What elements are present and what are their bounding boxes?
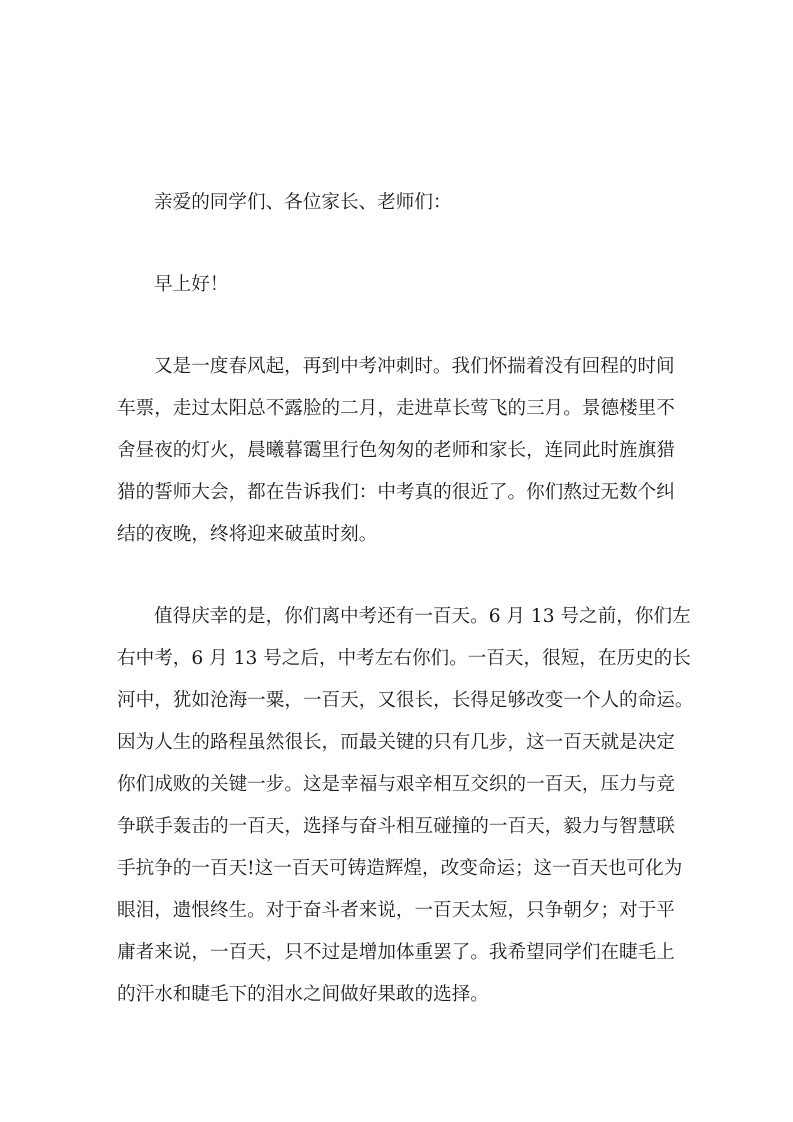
- paragraph-line: 因为人生的路程虽然很长，而最关键的只有几步，这一百天就是决定: [117, 732, 675, 753]
- paragraph-2: [117, 596, 717, 1016]
- blank-line: [117, 306, 717, 346]
- salutation: 亲爱的同学们、各位家长、老师们：: [154, 192, 452, 213]
- paragraph-line: 值得庆幸的是，你们离中考还有一百天。6 月 13 号之前，你们左: [154, 606, 691, 627]
- paragraph-line: 争联手轰击的一百天，选择与奋斗相互碰撞的一百天，毅力与智慧联: [117, 816, 675, 837]
- paragraph-line: 车票，走过太阳总不露脸的二月，走进草长莺飞的三月。景德楼里不: [117, 398, 675, 419]
- paragraph-line: 眼泪，遗恨终生。对于奋斗者来说，一百天太短，只争朝夕；对于平: [117, 900, 675, 921]
- paragraph-line: 猎的誓师大会，都在告诉我们：中考真的很近了。你们熬过无数个纠: [117, 482, 675, 503]
- greeting: 早上好！: [154, 274, 229, 295]
- paragraph-line: 结的夜晚，终将迎来破茧时刻。: [117, 524, 378, 545]
- blank-line: [117, 556, 717, 596]
- paragraph-line: 的汗水和睫毛下的泪水之间做好果敢的选择。: [117, 984, 489, 1005]
- paragraph-line: 手抗争的一百天!这一百天可铸造辉煌，改变命运；这一百天也可化为: [117, 858, 683, 879]
- paragraph-line: 你们成败的关键一步。这是幸福与艰辛相互交织的一百天，压力与竞: [117, 774, 675, 795]
- paragraph-line: 河中，犹如沧海一粟，一百天，又很长，长得足够改变一个人的命运。: [117, 690, 694, 711]
- document-body: [117, 182, 717, 1016]
- paragraph-line: 又是一度春风起，再到中考冲刺时。我们怀揣着没有回程的时间: [154, 356, 675, 377]
- paragraph-line: 右中考，6 月 13 号之后，中考左右你们。一百天，很短，在历史的长: [117, 648, 691, 669]
- paragraph-1: [117, 346, 717, 556]
- paragraph-line: 庸者来说，一百天，只不过是增加体重罢了。我希望同学们在睫毛上: [117, 942, 675, 963]
- paragraph-line: 舍昼夜的灯火，晨曦暮霭里行色匆匆的老师和家长，连同此时旌旗猎: [117, 440, 675, 461]
- blank-line: [117, 224, 717, 264]
